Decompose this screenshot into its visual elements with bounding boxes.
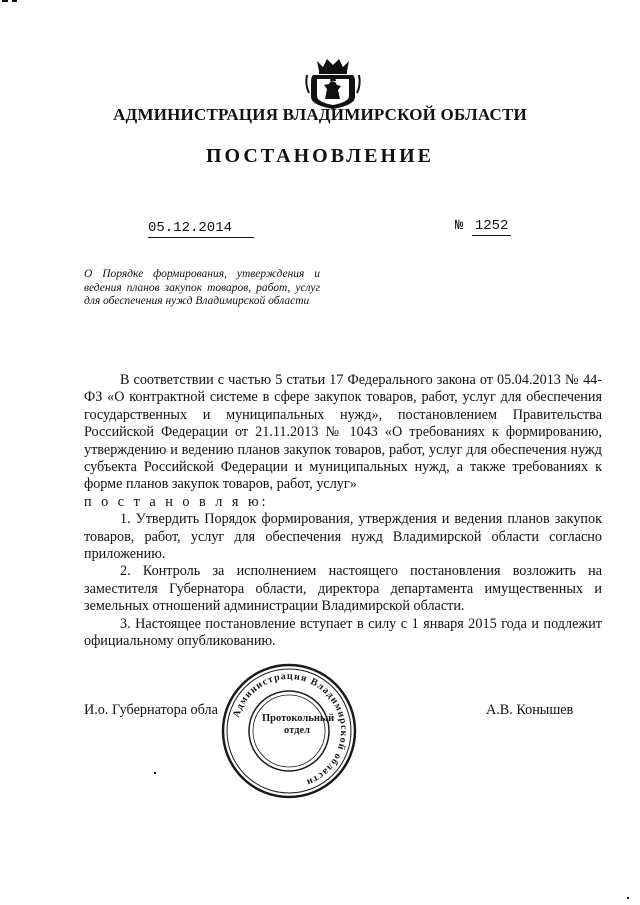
scan-mark bbox=[2, 0, 8, 2]
item-paragraph: 2. Контроль за исполнением настоящего постановления возложить на заместителя Губернатора области, директора департамента имущественных и земельных отношений администрации Владимирской области. bbox=[84, 563, 602, 615]
document-date: 05.12.2014 bbox=[148, 220, 254, 238]
stamp-center-text: Протокольный отдел bbox=[262, 713, 335, 736]
document-type: ПОСТАНОВЛЕНИЕ bbox=[206, 145, 434, 167]
number-value: 1252 bbox=[472, 218, 512, 236]
number-prefix: № bbox=[455, 218, 464, 234]
document-subject: О Порядке формирования, утверждения и ведения планов закупок товаров, работ, услуг для обеспечения нужд Владимирской области bbox=[84, 268, 320, 307]
signatory-position: И.о. Губернатора обла bbox=[84, 702, 218, 718]
resolves-line: п о с т а н о в л я ю: bbox=[84, 493, 269, 510]
document-body bbox=[84, 372, 602, 651]
scan-mark bbox=[627, 897, 629, 899]
item-paragraph: 3. Настоящее постановление вступает в силу с 1 января 2015 года и подлежит официальному опубликованию. bbox=[84, 615, 602, 650]
stamp-ring-text: Администрация Владимирской области bbox=[230, 670, 350, 788]
agency-name: АДМИНИСТРАЦИЯ ВЛАДИМИРСКОЙ ОБЛАСТИ bbox=[113, 105, 527, 124]
scan-mark bbox=[12, 0, 17, 2]
preamble-paragraph: В соответствии с частью 5 статьи 17 Федерального закона от 05.04.2013 № 44-ФЗ «О контрактной системе в сфере закупок товаров, работ, услуг для обеспечения государственных и муниципальных нужд», постановлением Правительства Российской Федерации от 21.11.2013 № 1043 «О требованиях к формированию, утверждению и ведению планов закупок товаров, работ, услуг для обеспечения нужд субъекта Российской Федерации и муниципальных нужд, а также требованиях к форме планов закупок товаров, работ, услуг» bbox=[84, 372, 602, 493]
coat-of-arms-icon bbox=[303, 55, 363, 111]
signatory-name: А.В. Конышев bbox=[486, 702, 574, 718]
item-paragraph: 1. Утвердить Порядок формирования, утверждения и ведения планов закупок товаров, работ, услуг для обеспечения нужд Владимирской области согласно приложению. bbox=[84, 511, 602, 563]
scan-mark bbox=[154, 772, 156, 774]
document-number bbox=[455, 218, 511, 236]
